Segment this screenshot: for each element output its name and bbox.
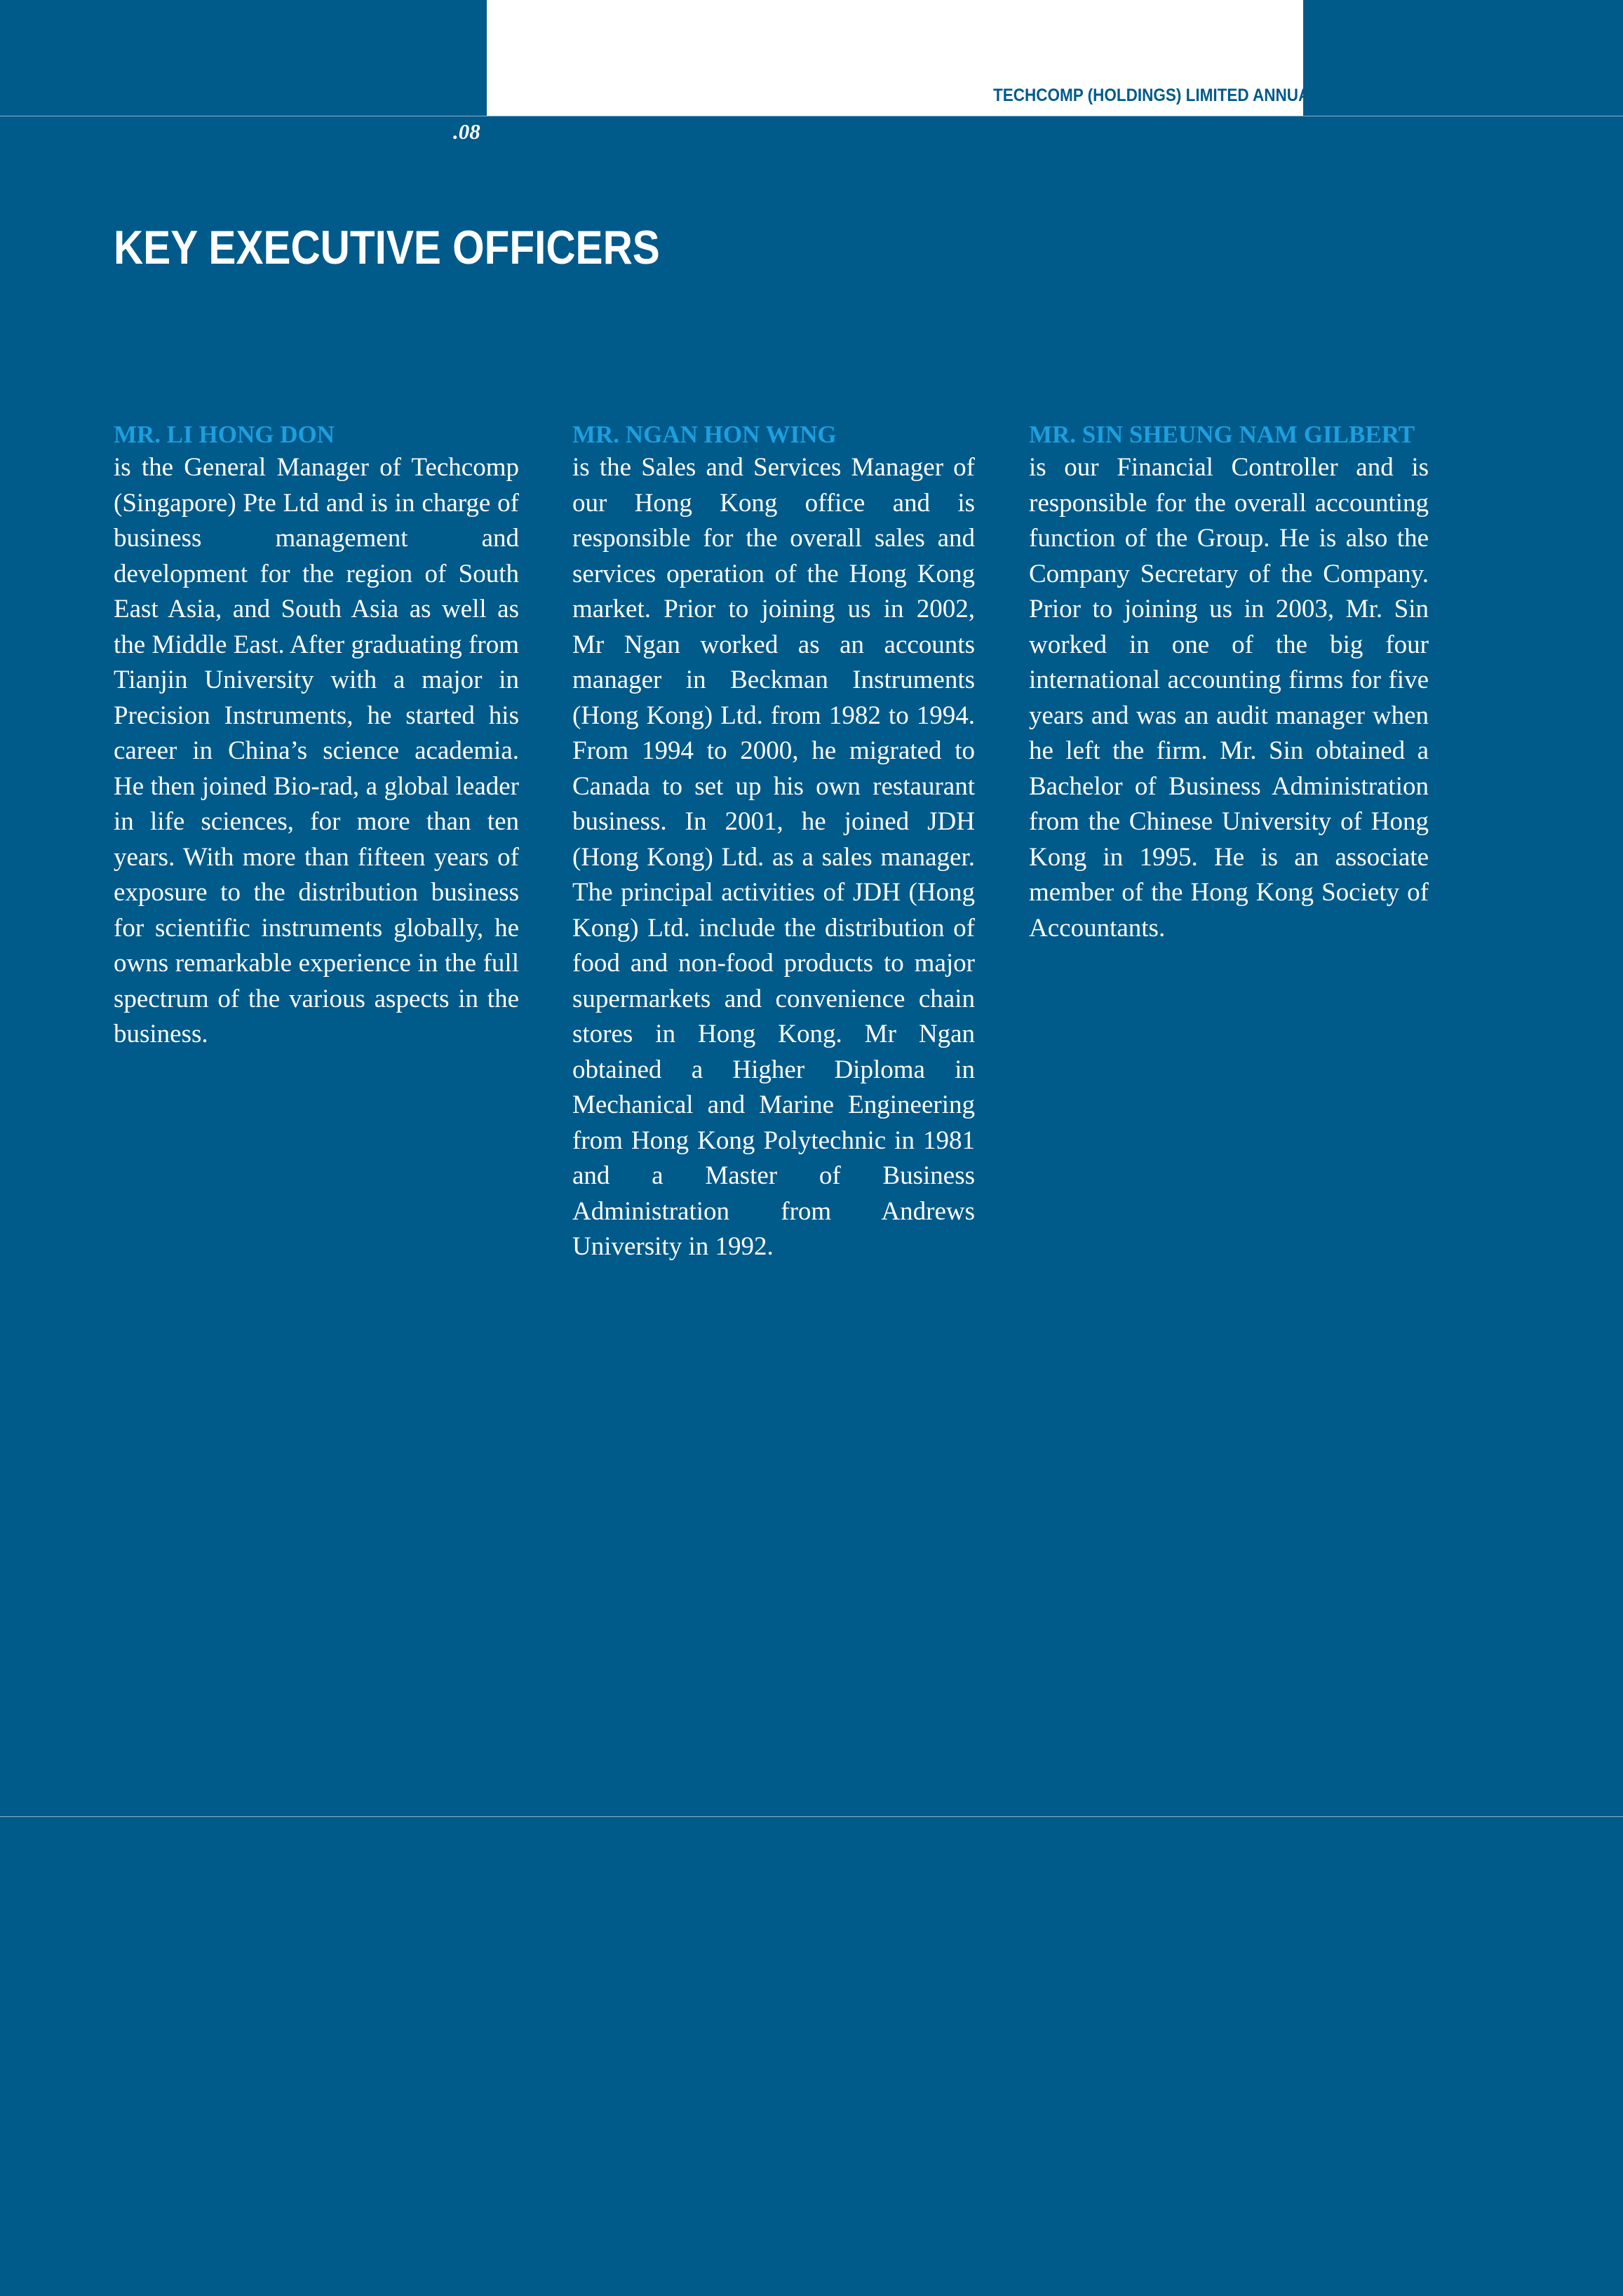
executive-name: MR. SIN SHEUNG NAM GILBERT [1029, 421, 1415, 448]
executive-column-2 [572, 419, 975, 1265]
executive-column-1 [114, 419, 519, 1053]
page-number: .08 [453, 119, 480, 144]
executive-bio: is our Financial Controller and is responsible for the overall accounting function of the Group. He is also the Company Secretary of the Company. Prior to joining us in 2003, Mr. Sin worked in one of the big four international accounting firms for five years and was an audit manager when he left the firm. Mr. Sin obtained a Bachelor of Business Administration from the Chinese University of Hong Kong in 1995. He is an associate member of the Hong Kong Society of Accountants. [1029, 453, 1429, 943]
bottom-divider [0, 1816, 1623, 1817]
header-banner [487, 0, 1429, 116]
barcode-graphic [1532, 0, 1623, 77]
executive-column-3 [1029, 419, 1429, 946]
report-title: TECHCOMP (HOLDINGS) LIMITED ANNUAL REPORT 2005 [993, 86, 1429, 105]
section-title: KEY EXECUTIVE OFFICERS [114, 221, 660, 274]
executive-bio: is the Sales and Services Manager of our Hong Kong office and is responsible for the overall sales and services operation of the Hong Kong market. Prior to joining us in 2002, Mr Ngan worked as an accounts manager in Beckman Instruments (Hong Kong) Ltd. from 1982 to 1994. From 1994 to 2000, he migrated to Canada to set up his own restaurant business. In 2001, he joined JDH (Hong Kong) Ltd. as a sales manager. The principal activities of JDH (Hong Kong) Ltd. include the distribution of food and non-food products to major supermarkets and convenience chain stores in Hong Kong. Mr Ngan obtained a Higher Diploma in Mechanical and Marine Engineering from Hong Kong Polytechnic in 1981 and a Master of Business Administration from Andrews University in 1992. [572, 453, 975, 1261]
executive-bio: is the General Manager of Techcomp (Singapore) Pte Ltd and is in charge of business management and development for the region of South East Asia, and South Asia as well as the Middle East. After graduating from Tianjin University with a major in Precision Instruments, he started his career in China’s science academia. He then joined Bio-rad, a global leader in life sciences, for more than ten years. With more than fifteen years of exposure to the distribution business for scientific instruments globally, he owns remarkable experience in the full spectrum of the various aspects in the business. [114, 453, 519, 1048]
executive-name: MR. LI HONG DON [114, 421, 335, 448]
executive-name: MR. NGAN HON WING [572, 421, 837, 448]
